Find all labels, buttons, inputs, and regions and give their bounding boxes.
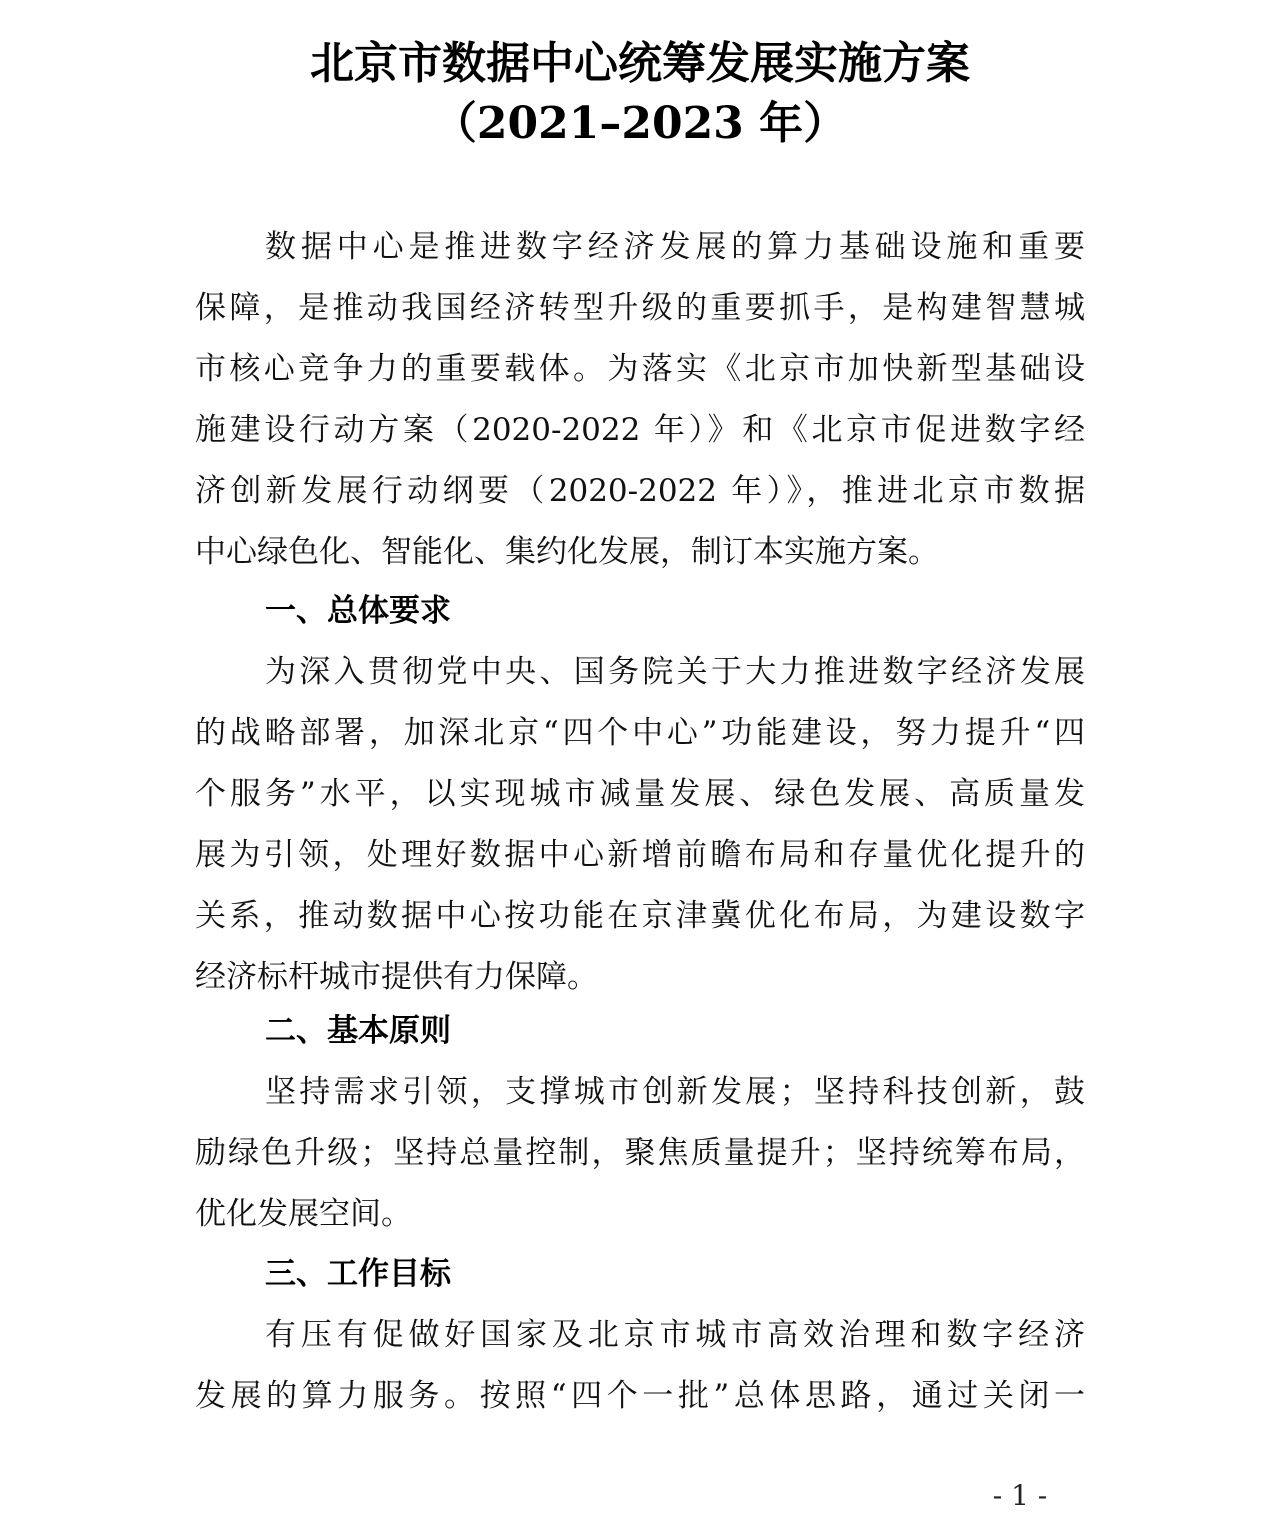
- section-1-line-5: 关系，推动数据中心按功能在京津冀优化布局，为建设数字: [195, 898, 1085, 934]
- section-1-line-3: 个服务”水平，以实现城市减量发展、绿色发展、高质量发: [195, 776, 1085, 812]
- intro-line-2: 保障，是推动我国经济转型升级的重要抓手，是构建智慧城: [195, 290, 1085, 326]
- section-1-line-1: 为深入贯彻党中央、国务院关于大力推进数字经济发展: [265, 654, 1085, 690]
- intro-line-1: 数据中心是推进数字经济发展的算力基础设施和重要: [265, 229, 1085, 265]
- section-3-line-2: 发展的算力服务。按照“四个一批”总体思路，通过关闭一: [195, 1378, 1085, 1414]
- section-heading-overall-requirements: 一、总体要求: [265, 593, 451, 629]
- section-heading-basic-principles: 二、基本原则: [265, 1013, 451, 1049]
- intro-line-3: 市核心竞争力的重要载体。为落实《北京市加快新型基础设: [195, 351, 1085, 387]
- document-title: 北京市数据中心统筹发展实施方案: [310, 38, 970, 89]
- section-3-line-1: 有压有促做好国家及北京市城市高效治理和数字经济: [265, 1317, 1085, 1353]
- page-number: - 1 -: [992, 1479, 1048, 1512]
- section-1-line-6: 经济标杆城市提供有力保障。: [195, 959, 598, 995]
- section-2-line-2: 励绿色升级；坚持总量控制，聚焦质量提升；坚持统筹布局，: [195, 1135, 1085, 1171]
- section-2-line-3: 优化发展空间。: [195, 1196, 412, 1232]
- intro-line-6: 中心绿色化、智能化、集约化发展，制订本实施方案。: [195, 534, 939, 570]
- intro-line-4: 施建设行动方案（2020-2022 年）》和《北京市促进数字经: [195, 412, 1085, 448]
- section-1-line-4: 展为引领，处理好数据中心新增前瞻布局和存量优化提升的: [195, 837, 1085, 873]
- document-subtitle-years: （2021–2023 年）: [432, 98, 848, 149]
- intro-line-5: 济创新发展行动纲要（2020-2022 年）》，推进北京市数据: [195, 473, 1085, 509]
- section-1-line-2: 的战略部署，加深北京“四个中心”功能建设，努力提升“四: [195, 715, 1085, 751]
- section-2-line-1: 坚持需求引领，支撑城市创新发展；坚持科技创新，鼓: [265, 1074, 1085, 1110]
- section-heading-work-objectives: 三、工作目标: [265, 1256, 451, 1292]
